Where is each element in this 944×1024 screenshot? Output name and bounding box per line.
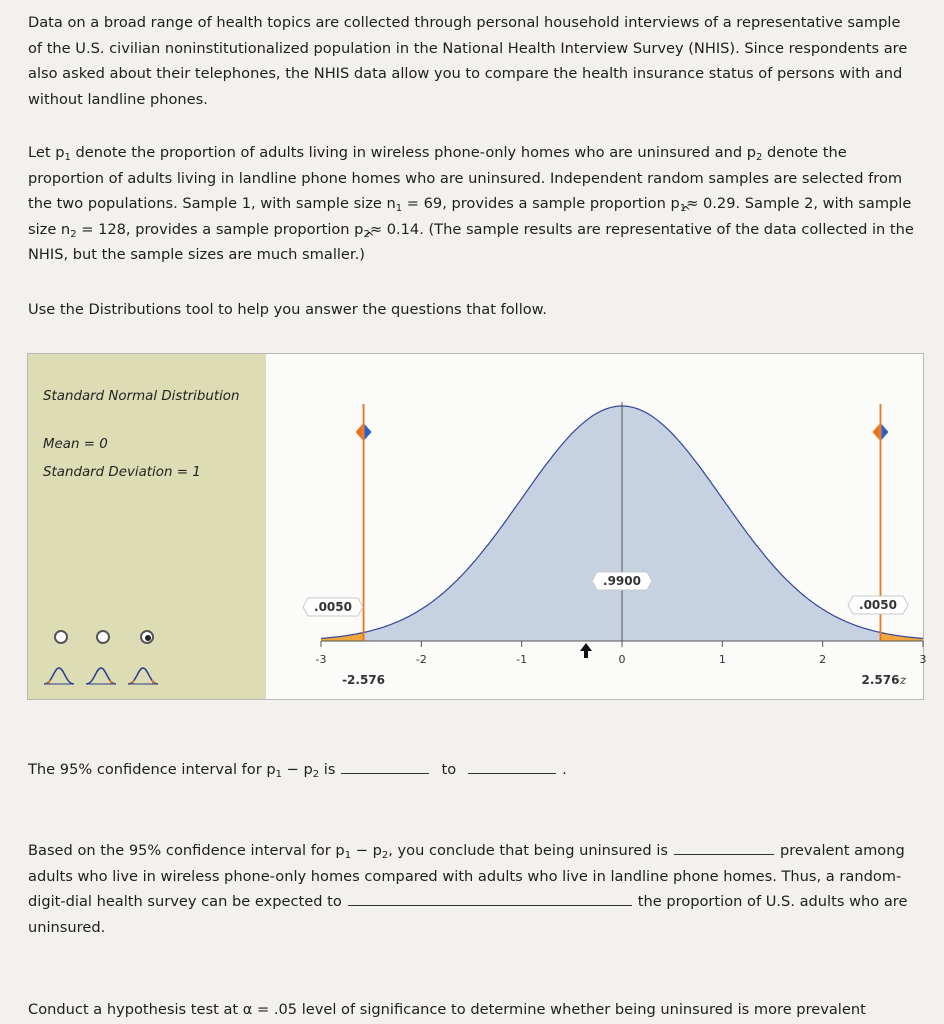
normal-curve-chart[interactable] bbox=[266, 354, 927, 699]
prevalence-blank[interactable] bbox=[674, 838, 774, 855]
left-tail-area-label: .0050 bbox=[314, 600, 352, 614]
right-drag-handle-right bbox=[881, 424, 888, 440]
two-tail-radio[interactable] bbox=[140, 630, 154, 644]
survey-effect-blank[interactable] bbox=[348, 889, 632, 906]
x-tick-label: 2 bbox=[819, 653, 827, 666]
ci-lower-blank[interactable] bbox=[341, 757, 429, 774]
right-cutoff-label: 2.576 bbox=[861, 673, 900, 687]
intro-paragraph: Data on a broad range of health topics are collected through personal household interviews of a representative sample of the U.S. civilian noninstitutionalized population in the National Health Interview Survey (NHIS). Since respondents are also asked about their telephones, the NHIS data allow you to compare the health insurance status of persons with and without landline phones. bbox=[28, 14, 908, 108]
center-area-label: .9900 bbox=[603, 574, 641, 588]
definition-paragraph: Let $p_1$ denote the proportion of adults living in wireless phone-only homes who are uninsured and $p_2$ denote the proportion of adults living in landline phone homes who are uninsured. Independent random samples are selected from the two populations. Sample 1, with sample size $n_1 = 69$, provides a sample proportion $p_1\approx 0.29$. Sample 2, with sample size $n_2 = 128$, provides a sample proportion $p_2\approx 0.14$. (The sample results are representative of the data collected in the NHIS, but the sample sizes are much smaller.) bbox=[28, 144, 914, 264]
right-tail-icon[interactable] bbox=[84, 666, 118, 686]
axis-variable-label: z bbox=[900, 673, 907, 687]
x-tick-label: -1 bbox=[516, 653, 528, 666]
ci-question: The 95% confidence interval for $p_1 - p_2$ is to . bbox=[28, 757, 918, 783]
distribution-title: Standard Normal Distribution bbox=[43, 389, 240, 404]
mean-label: Mean = 0 bbox=[43, 437, 108, 452]
left-drag-handle-right bbox=[365, 424, 372, 440]
tool-instruction: Use the Distributions tool to help you answer the questions that follow. bbox=[28, 301, 547, 318]
distribution-settings-panel bbox=[28, 354, 266, 699]
right-tail-area-label: .0050 bbox=[859, 598, 897, 612]
right-drag-handle-left bbox=[872, 424, 879, 440]
x-tick-label: 1 bbox=[718, 653, 726, 666]
two-tail-icon[interactable] bbox=[126, 666, 160, 686]
right-tail-radio[interactable] bbox=[96, 630, 110, 644]
mouse-cursor-icon bbox=[580, 643, 592, 658]
hypothesis-test-prompt: Conduct a hypothesis test at α = .05 level of significance to determine whether being uninsured is more prevalent bbox=[28, 1001, 866, 1018]
conclusion-question: Based on the 95% confidence interval for $p_1 - p_2$, you conclude that being uninsured is prevalent among adults who live in wireless phone-only homes compared with adults who live in landline phone homes. Thus, a random-digit-dial health survey can be expected to the proportion of U.S. adults who are uninsured. bbox=[28, 838, 918, 940]
x-tick-label: 3 bbox=[919, 653, 927, 666]
left-drag-handle-left bbox=[356, 424, 363, 440]
left-tail-icon[interactable] bbox=[42, 666, 76, 686]
left-cutoff-label: -2.576 bbox=[342, 673, 386, 687]
x-tick-label: 0 bbox=[618, 653, 626, 666]
left-tail-radio[interactable] bbox=[54, 630, 68, 644]
ci-upper-blank[interactable] bbox=[468, 757, 556, 774]
x-tick-label: -3 bbox=[315, 653, 327, 666]
sd-label: Standard Deviation = 1 bbox=[43, 465, 201, 480]
distributions-tool[interactable] bbox=[27, 353, 927, 700]
x-tick-label: -2 bbox=[415, 653, 427, 666]
